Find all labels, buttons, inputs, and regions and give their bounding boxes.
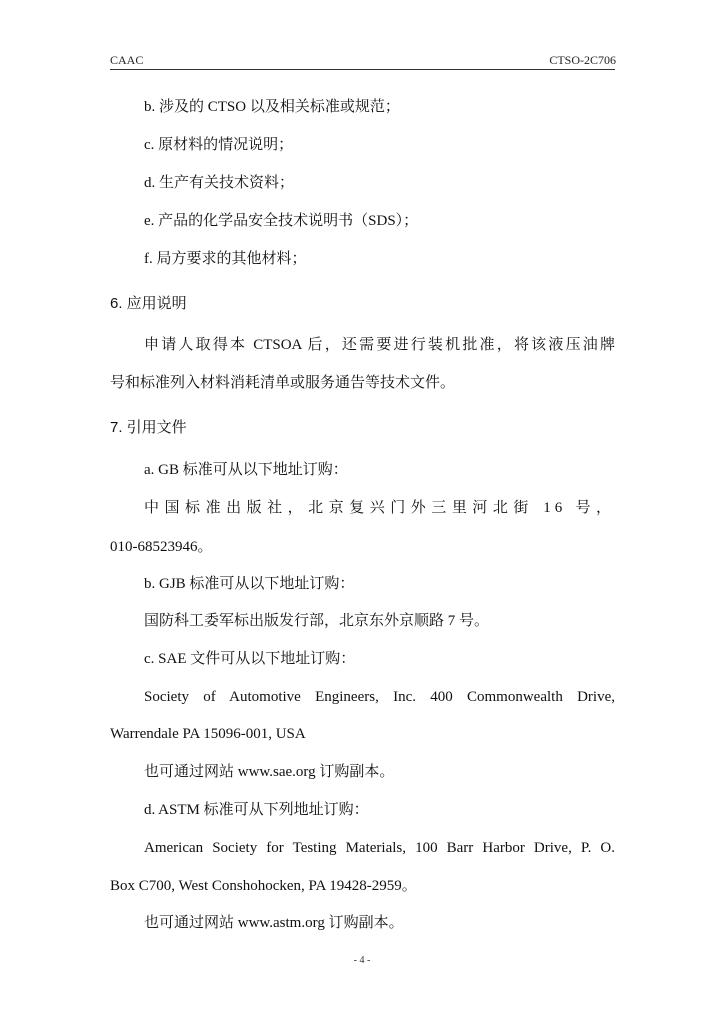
website-line: 也可通过网站 www.sae.org 订购副本。: [144, 764, 395, 780]
address-line: Society of Automotive Engineers, Inc. 400 Commonwealth Drive,: [144, 689, 615, 705]
list-item-a: a. GB 标准可从以下地址订购：: [144, 462, 348, 478]
address-line: 中国标准出版社，北京复兴门外三里河北街 16 号，: [144, 500, 615, 516]
header-left: CAAC: [110, 53, 144, 67]
paragraph-line: 申请人取得本 CTSOA 后，还需要进行装机批准，将该液压油牌: [144, 337, 615, 353]
list-item-d: d. 生产有关技术资料；: [144, 175, 295, 191]
list-item-c2: c. SAE 文件可从以下地址订购：: [144, 651, 356, 667]
header-rule: [110, 69, 615, 70]
address-line: 010-68523946。: [110, 539, 213, 555]
address-line: Box C700, West Conshohocken, PA 19428-2959。: [110, 878, 417, 894]
list-item-c: c. 原材料的情况说明；: [144, 137, 294, 153]
list-item-e: e. 产品的化学品安全技术说明书（SDS）；: [144, 213, 419, 229]
list-item-f: f. 局方要求的其他材料；: [144, 251, 307, 267]
website-line: 也可通过网站 www.astm.org 订购副本。: [144, 915, 404, 931]
list-item-b: b. 涉及的 CTSO 以及相关标准或规范；: [144, 99, 400, 115]
address-line: American Society for Testing Materials, 100 Barr Harbor Drive, P. O.: [144, 840, 615, 856]
paragraph-line: 号和标准列入材料消耗清单或服务通告等技术文件。: [110, 375, 456, 391]
list-item-b2: b. GJB 标准可从以下地址订购：: [144, 576, 355, 592]
list-item-d2: d. ASTM 标准可从下列地址订购：: [144, 802, 369, 818]
address-line: 国防科工委军标出版发行部，北京东外京顺路 7 号。: [144, 613, 490, 629]
section-heading-7: 7. 引用文件: [110, 419, 187, 436]
header-right: CTSO-2C706: [549, 53, 616, 67]
section-heading-6: 6. 应用说明: [110, 295, 187, 312]
page-number: - 4 -: [353, 955, 371, 966]
address-line: Warrendale PA 15096-001, USA: [110, 726, 306, 742]
